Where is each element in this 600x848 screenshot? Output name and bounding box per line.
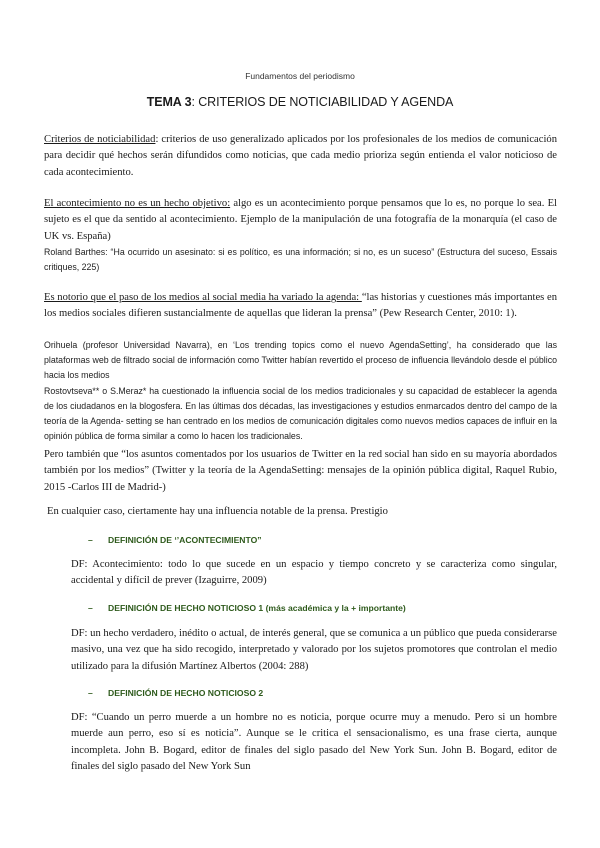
term-acontecimiento: El acontecimiento no es un hecho objetivo: [44, 198, 231, 209]
paragraph-acontecimiento [44, 196, 557, 245]
paragraph-twitter: Pero también que “los asuntos comentados por los usuarios de Twitter en la red social han sido en su mayoría abordados también por los medios” (Twitter y la teoría de la AgendaSetting: mensajes de la opinión pública digital, Raquel Rubio, 2015 -Carlos III de Madrid-) [44, 449, 557, 493]
section-heading-hecho-noticioso-1 [88, 603, 406, 613]
section-heading-text: DEFINICIÓN DE HECHO NOTICIOSO 1 (más académica y la + importante) [108, 603, 406, 613]
paragraph-rostovtseva: Rostovtseva** o S.Meraz* ha cuestionado la influencia social de los medios tradicionales y su capacidad de establecer la agenda de los ciudadanos en la blogosfera. En las últimas dos décadas, las investigaciones y estudios enmarcados dentro del campo de la teoría de la Agenda- setting se han centrado en los medios de comunicación digitales como nuevos medios capaces de influir en la opinión pública de forma similar a como lo hacen los tradicionales. [44, 386, 557, 441]
term-social-media: Es notorio que el paso de los medios al social media ha variado la agenda: [44, 292, 362, 303]
paragraph-acontecimiento-text: algo es un acontecimiento porque pensamos que lo es, no porque lo sea. El sujeto es el que da sentido al acontecimiento. Ejemplo de la manipulación de una fotografía de la monarquía (el caso de UK vs. España) [44, 198, 557, 242]
definition-hecho-noticioso-2: DF: “Cuando un perro muerde a un hombre no es noticia, porque ocurre muy a menudo. Pero si un hombre muerde aun perro, eso sí es noticia”. Aunque se le critica el sensacionalismo, es una frase cierta, aunque incompleta. John B. Bogard, editor de finales del siglo pasado del New York Sun. John B. Bogard, editor de finales del siglo pasado del New York Sun [71, 712, 557, 772]
title-topic-name: : CRITERIOS DE NOTICIABILIDAD Y AGENDA [191, 95, 454, 109]
term-criterios: Criterios de noticiabilidad [44, 134, 156, 145]
page-title [0, 95, 600, 109]
paragraph-orihuela: Orihuela (profesor Universidad Navarra), en ‘Los trending topics como el nuevo AgendaSetting’, ha considerado que las plataformas web de filtrado social de información como Twitter habían revertido el proceso de influencia llevándolo desde el público hacia los medios [44, 340, 557, 380]
paragraph-barthes: Roland Barthes: “Ha ocurrido un asesinato: si es político, es una información; si no, es un suceso” (Estructura del suceso, Essais critiques, 225) [44, 247, 557, 272]
paragraph-criterios-text: : criterios de uso generalizado aplicados por los profesionales de los medios de comunicación para decidir qué hechos serán difundidos como noticias, que cada medio prioriza según entienda el valor noticioso de cada acontecimiento. [44, 134, 557, 178]
course-name: Fundamentos del periodismo [245, 71, 355, 81]
section-heading-text: DEFINICIÓN DE HECHO NOTICIOSO 2 [108, 688, 264, 698]
section-heading-acontecimiento [88, 535, 262, 545]
section-heading-hecho-noticioso-2 [88, 688, 263, 698]
paragraph-social-media [44, 290, 557, 323]
title-topic-number: TEMA 3 [146, 95, 192, 109]
definition-hecho-noticioso-1: DF: un hecho verdadero, inédito o actual, de interés general, que se comunica a un público que pueda considerarse masivo, una vez que ha sido recogido, interpretado y valorado por los sujetos promotores que controlan el medio utilizado para la difusión Martínez Albertos (2004: 288) [71, 628, 557, 672]
bullet-dash: – [88, 535, 93, 545]
bullet-dash: – [88, 688, 93, 698]
definition-acontecimiento: DF: Acontecimiento: todo lo que sucede en un espacio y tiempo concreto y se caracteriza como singular, accidental y difícil de prever (Izaguirre, 2009) [71, 559, 557, 587]
paragraph-social-media-text: “las historias y cuestiones más importantes en los medios sociales difieren sustancialmente de aquellas que lideran la prensa” (Pew Research Center, 2010: 1). [44, 292, 557, 320]
paragraph-influencia: En cualquier caso, ciertamente hay una influencia notable de la prensa. Prestigio [47, 506, 388, 517]
bullet-dash: – [88, 603, 93, 613]
section-heading-text: DEFINICIÓN DE ‘’ACONTECIMIENTO” [108, 535, 262, 545]
paragraph-criterios [44, 132, 557, 181]
